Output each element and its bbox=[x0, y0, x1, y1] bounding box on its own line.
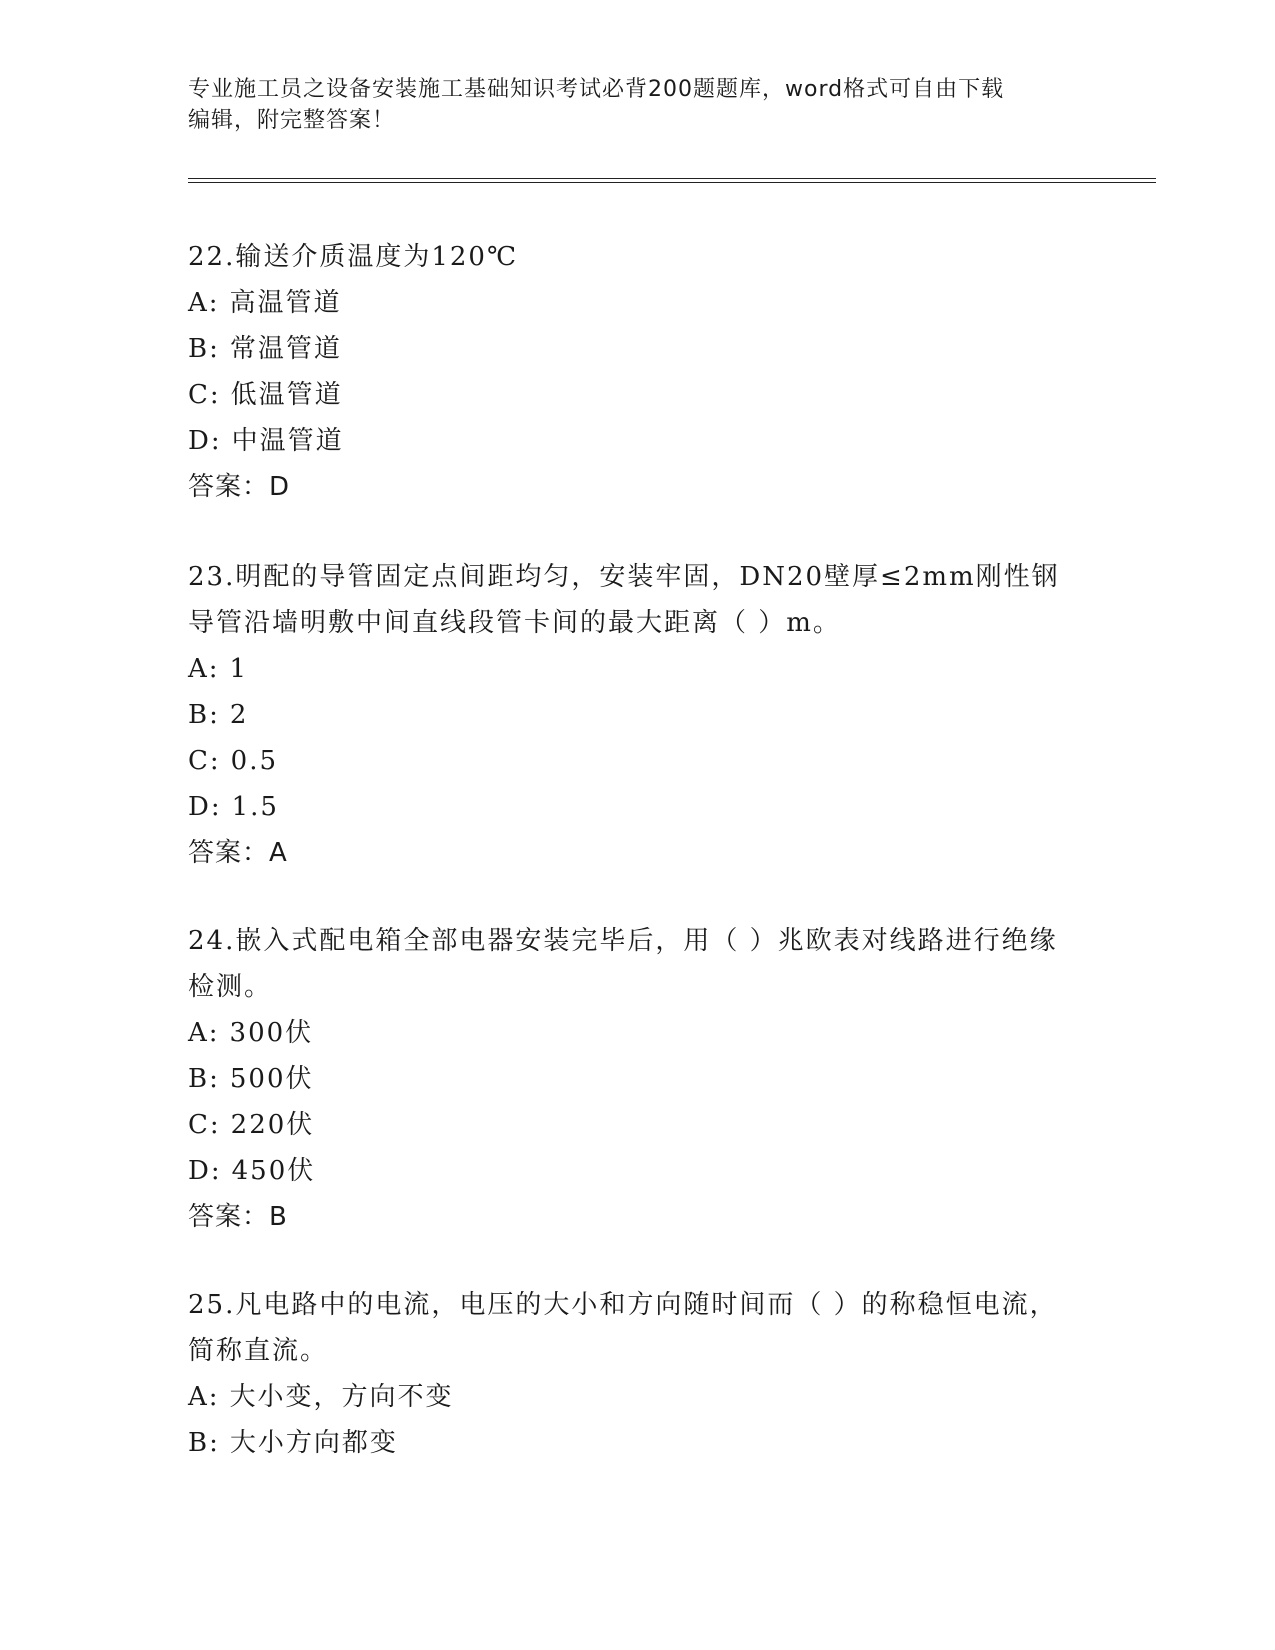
option-text: 450伏 bbox=[231, 1156, 316, 1186]
option-text: 220伏 bbox=[230, 1110, 315, 1140]
option-text: 1.5 bbox=[231, 792, 279, 822]
option-text: 2 bbox=[229, 700, 249, 730]
option-b bbox=[188, 1420, 1088, 1466]
question-stem: 23.明配的导管固定点间距均匀，安装牢固，DN20壁厚≤2mm刚性钢导管沿墙明敷中间直线段管卡间的最大距离（ ）m。 bbox=[188, 562, 1060, 638]
option-key: C: bbox=[188, 1110, 221, 1140]
option-text: 中温管道 bbox=[231, 426, 344, 456]
option-text: 常温管道 bbox=[229, 334, 342, 364]
option-text: 1 bbox=[229, 654, 249, 684]
option-key: B: bbox=[188, 1428, 220, 1458]
option-a bbox=[188, 646, 1088, 692]
option-key: B: bbox=[188, 1064, 220, 1094]
option-b bbox=[188, 692, 1088, 738]
option-text: 低温管道 bbox=[230, 380, 343, 410]
question-22 bbox=[188, 234, 1088, 510]
option-key: A: bbox=[188, 654, 220, 684]
header-divider bbox=[188, 178, 1156, 183]
option-text: 高温管道 bbox=[229, 288, 342, 318]
option-c bbox=[188, 372, 1088, 418]
answer-line: 答案：B bbox=[188, 1202, 288, 1232]
answer-line: 答案：A bbox=[188, 838, 288, 868]
option-key: C: bbox=[188, 380, 221, 410]
option-a bbox=[188, 280, 1088, 326]
question-stem: 24.嵌入式配电箱全部电器安装完毕后，用（ ）兆欧表对线路进行绝缘检测。 bbox=[188, 926, 1058, 1002]
document-header bbox=[188, 74, 1088, 136]
option-a bbox=[188, 1010, 1088, 1056]
option-a bbox=[188, 1374, 1088, 1420]
option-key: A: bbox=[188, 1382, 220, 1412]
option-key: D: bbox=[188, 426, 222, 456]
option-key: D: bbox=[188, 1156, 222, 1186]
option-text: 0.5 bbox=[230, 746, 279, 776]
option-d bbox=[188, 1148, 1088, 1194]
option-key: D: bbox=[188, 792, 222, 822]
question-stem: 25.凡电路中的电流，电压的大小和方向随时间而（ ）的称稳恒电流，简称直流。 bbox=[188, 1290, 1058, 1366]
header-title-line1: 专业施工员之设备安装施工基础知识考试必背200题题库，word格式可自由下载 bbox=[188, 77, 1005, 102]
option-text: 500伏 bbox=[229, 1064, 314, 1094]
question-24 bbox=[188, 918, 1088, 1240]
option-d bbox=[188, 418, 1088, 464]
question-23 bbox=[188, 554, 1088, 876]
option-key: B: bbox=[188, 700, 220, 730]
option-b bbox=[188, 326, 1088, 372]
answer-line: 答案：D bbox=[188, 472, 291, 502]
option-c bbox=[188, 738, 1088, 784]
option-key: C: bbox=[188, 746, 221, 776]
option-text: 300伏 bbox=[229, 1018, 314, 1048]
option-key: A: bbox=[188, 1018, 220, 1048]
question-25 bbox=[188, 1282, 1088, 1466]
option-text: 大小变，方向不变 bbox=[229, 1382, 454, 1412]
option-key: B: bbox=[188, 334, 220, 364]
question-stem: 22.输送介质温度为120℃ bbox=[188, 242, 519, 272]
option-d bbox=[188, 784, 1088, 830]
option-key: A: bbox=[188, 288, 220, 318]
header-title-line2: 编辑，附完整答案！ bbox=[188, 108, 396, 133]
option-text: 大小方向都变 bbox=[229, 1428, 398, 1458]
option-b bbox=[188, 1056, 1088, 1102]
option-c bbox=[188, 1102, 1088, 1148]
